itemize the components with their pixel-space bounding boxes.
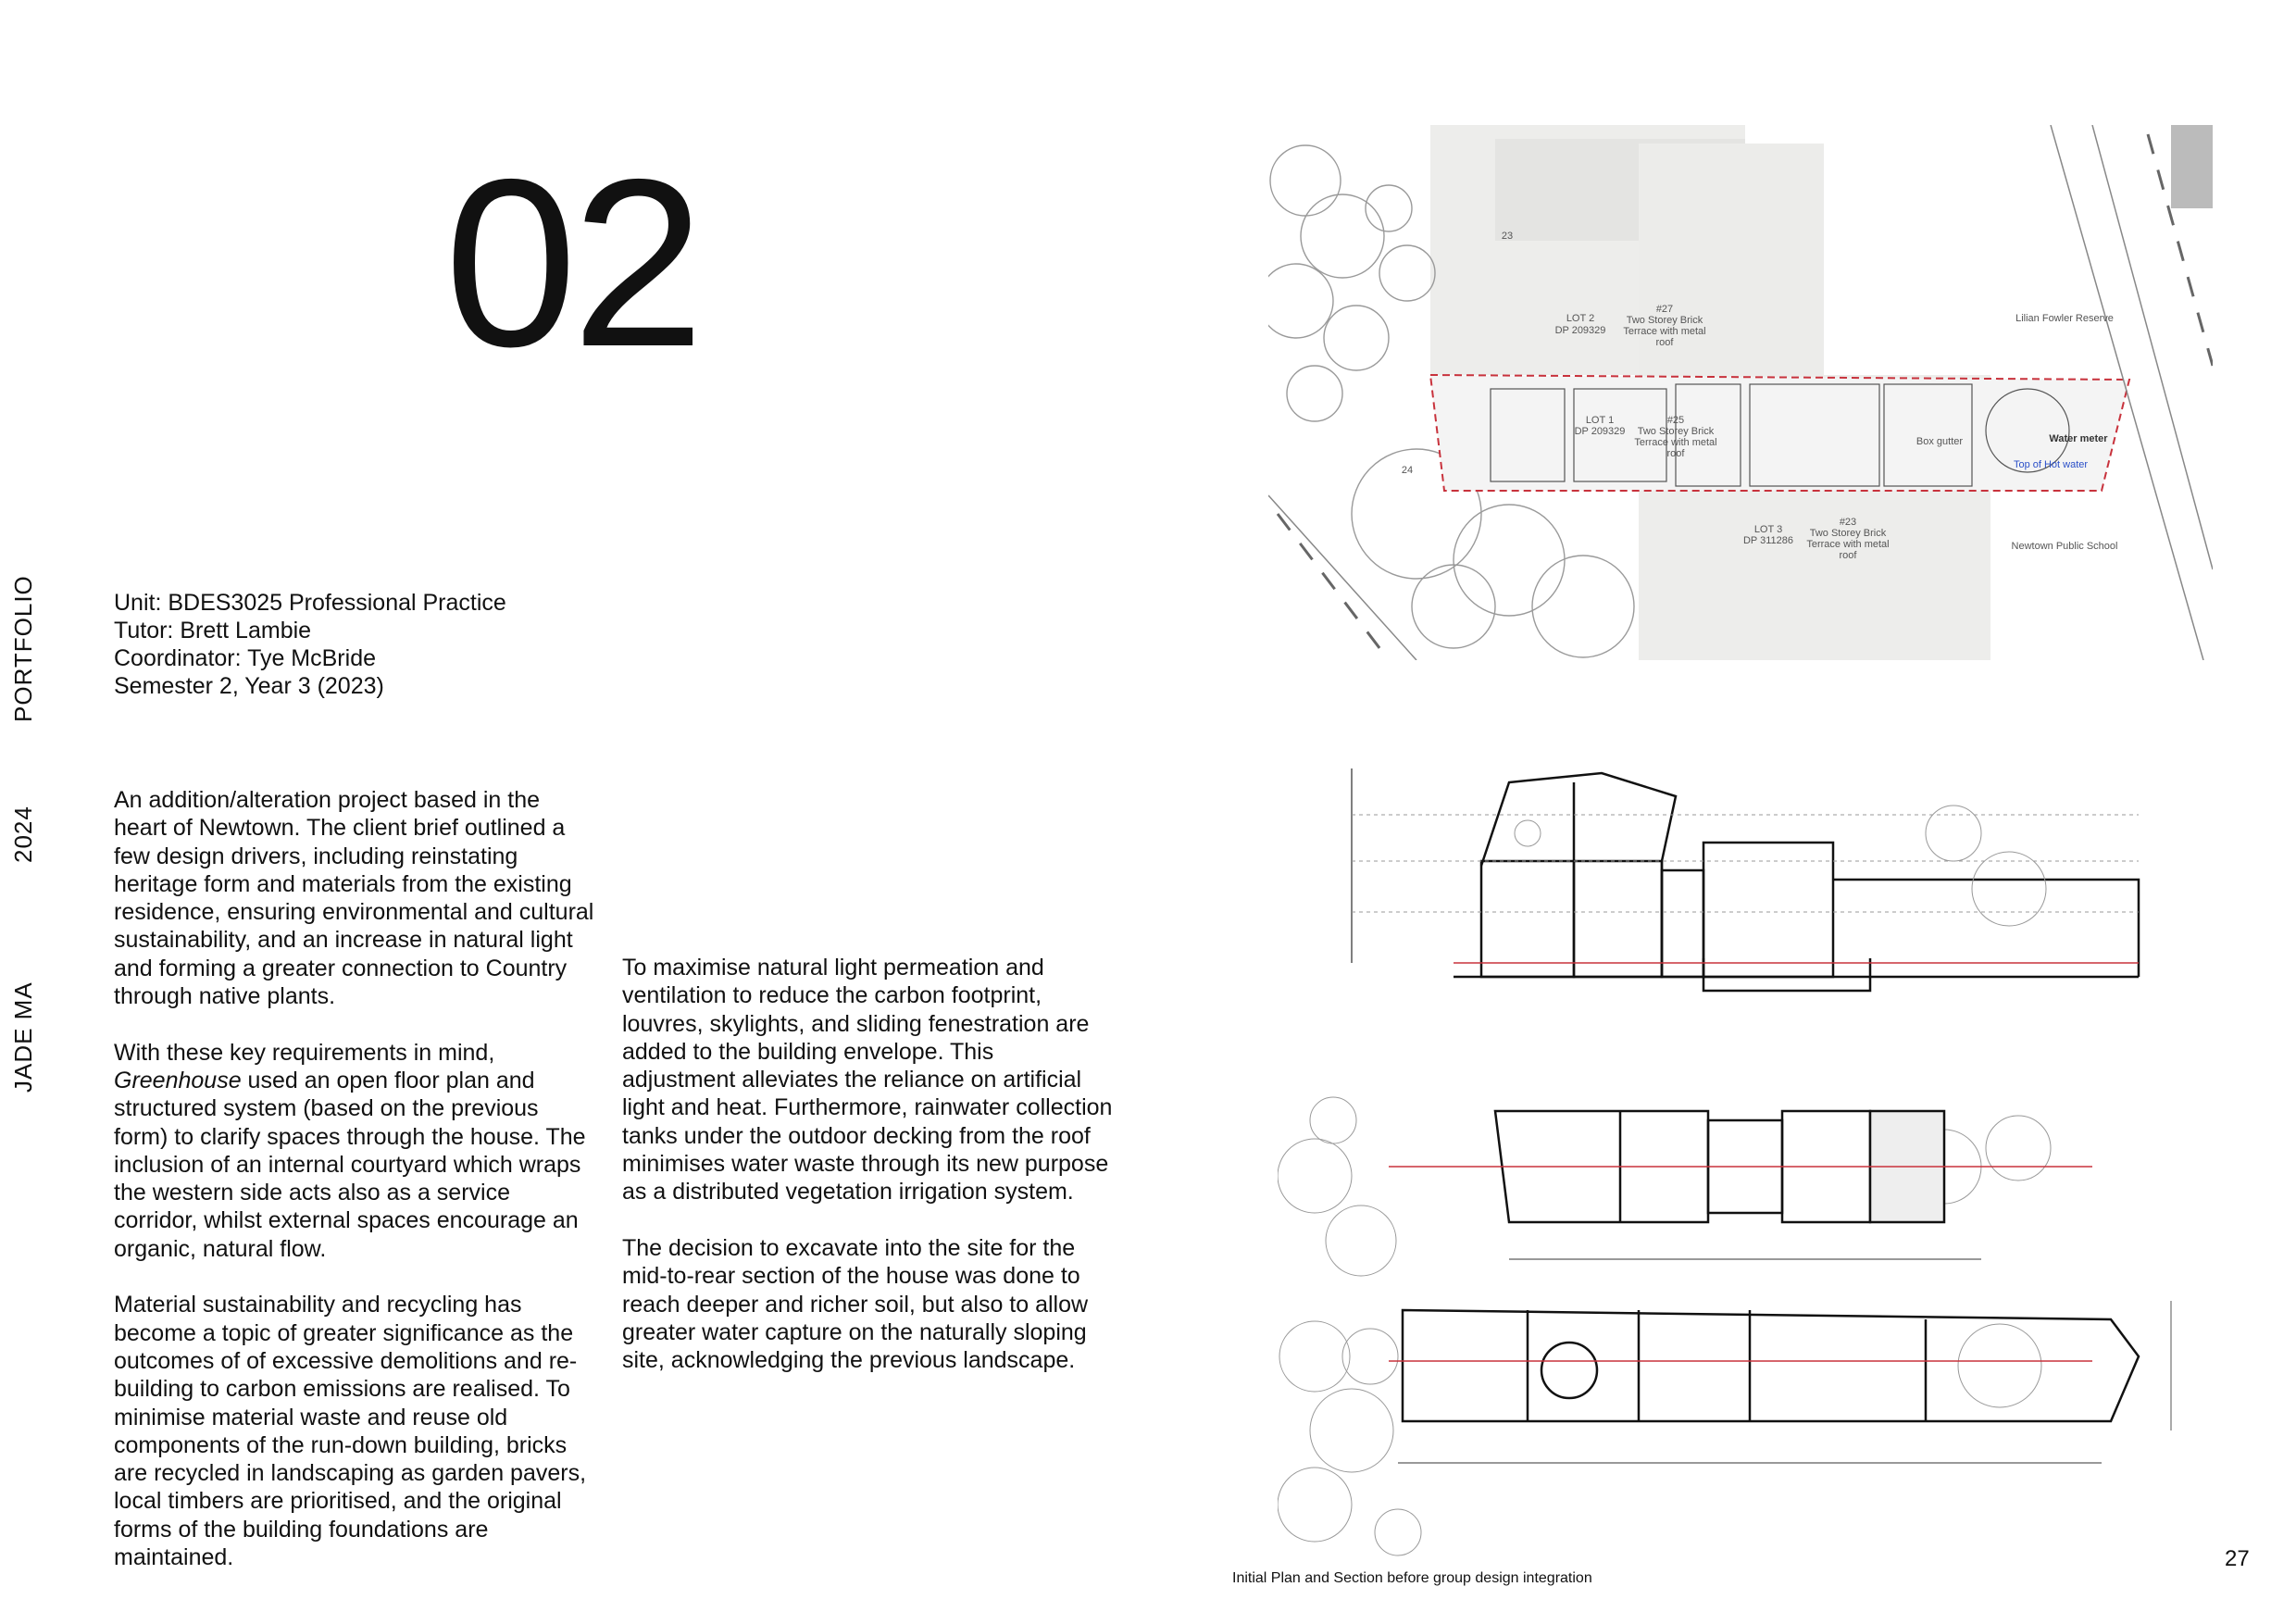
figure-caption: Initial Plan and Section before group design integration <box>1232 1570 1592 1586</box>
box-gutter-label: Box gutter <box>1915 436 1964 447</box>
tutor-line: Tutor: Brett Lambie <box>114 618 312 643</box>
lot1-dp: DP 209329 <box>1574 426 1626 437</box>
plan-number-24: 24 <box>1401 465 1414 476</box>
page-number: 27 <box>2225 1546 2250 1571</box>
house27-desc: Two Storey Brick <box>1626 315 1703 326</box>
section-number: 02 <box>444 129 699 396</box>
paragraph-2-rest: used an open floor plan and structured system (based on the previous form) to clarify spaces through the house. The inclusion of an internal courtyard which wraps the western side acts also as a service corridor, whilst external spaces encourage an organic, natural flow. <box>114 1067 586 1262</box>
site-plan-drawing <box>1268 125 2213 660</box>
unit-line: Unit: BDES3025 Professional Practice <box>114 590 506 616</box>
house25-desc: Two Storey Brick <box>1637 426 1715 437</box>
body-paragraph-1: An addition/alteration project based in the heart of Newtown. The client brief outlined a few design drivers, including reinstating heritage form and materials from the existing residence, ensuring environmental and cultural sustainability, and an increase in natural light and forming a greater connection to Country through native plants. <box>114 787 594 1010</box>
plan-number-23: 23 <box>1501 231 1514 242</box>
coordinator-line: Coordinator: Tye McBride <box>114 645 376 671</box>
house27-desc2: Terrace with metal <box>1623 326 1706 337</box>
house23-desc: Two Storey Brick <box>1809 528 1887 539</box>
lot3-dp: DP 311286 <box>1742 535 1794 546</box>
house23-desc2: Terrace with metal <box>1806 539 1890 550</box>
paragraph-2-lead: With these key requirements in mind, <box>114 1039 495 1066</box>
body-paragraph-2 <box>114 1039 595 1263</box>
body-paragraph-3: Material sustainability and recycling has become a topic of greater significance as the outcomes of of excessive demolitions and re-building to carbon emissions are realised. To minimise material waste and reuse old components of the run-down building, bricks are recycled in landscaping as garden pavers, local timbers are prioritised, and the original forms of the building foundations are maintained. <box>114 1292 587 1571</box>
house27-desc3: roof <box>1655 337 1674 348</box>
school-label: Newtown Public School <box>2011 541 2118 552</box>
side-label-portfolio: PORTFOLIO <box>9 575 37 722</box>
section-svg <box>1342 759 2176 1009</box>
lot1-label: LOT 1 <box>1585 415 1615 426</box>
side-label-author: JADE MA <box>9 981 37 1093</box>
reserve-label: Lilian Fowler Reserve <box>2015 313 2114 324</box>
body-paragraph-5: The decision to excavate into the site for the mid-to-rear section of the house was done to reach deeper and richer soil, but also to allow greater water capture on the naturally sloping site, acknowledging the previous landscape. <box>622 1234 1089 1374</box>
house23-number: #23 <box>1839 517 1857 528</box>
body-paragraph-4: To maximise natural light permeation and ventilation to reduce the carbon footprint, louvres, skylights, and sliding fenestration are added to the building envelope. This adjustment alleviates the reliance on artificial light and heat. Furthermore, rainwater collection tanks under the outdoor decking from the roof minimises water waste through its new purpose as a distributed vegetation irrigation system. <box>622 955 1113 1206</box>
hot-water-label: Top of Hot water <box>2013 459 2089 470</box>
side-label-year: 2024 <box>9 806 37 863</box>
water-meter-label: Water meter <box>2049 433 2108 444</box>
lot3-label: LOT 3 <box>1753 524 1783 535</box>
house25-desc2: Terrace with metal <box>1634 437 1717 448</box>
house25-desc3: roof <box>1666 448 1685 459</box>
body-column-right-main <box>622 954 1113 1403</box>
section-drawing <box>1342 759 2176 1009</box>
ground-floor-plan <box>1278 1301 2185 1560</box>
upper-floor-plan <box>1278 1093 2111 1287</box>
project-meta <box>114 589 506 700</box>
house25-number: #25 <box>1666 415 1685 426</box>
body-column-left <box>114 786 595 1571</box>
ground-floor-svg <box>1278 1301 2185 1560</box>
lot2-label: LOT 2 <box>1566 313 1595 324</box>
lot2-dp: DP 209329 <box>1554 325 1606 336</box>
upper-floor-svg <box>1278 1093 2111 1287</box>
site-plan <box>1268 125 2213 660</box>
house27-number: #27 <box>1655 304 1674 315</box>
house23-desc3: roof <box>1839 550 1857 561</box>
semester-line: Semester 2, Year 3 (2023) <box>114 673 384 699</box>
project-name: Greenhouse <box>114 1067 242 1093</box>
